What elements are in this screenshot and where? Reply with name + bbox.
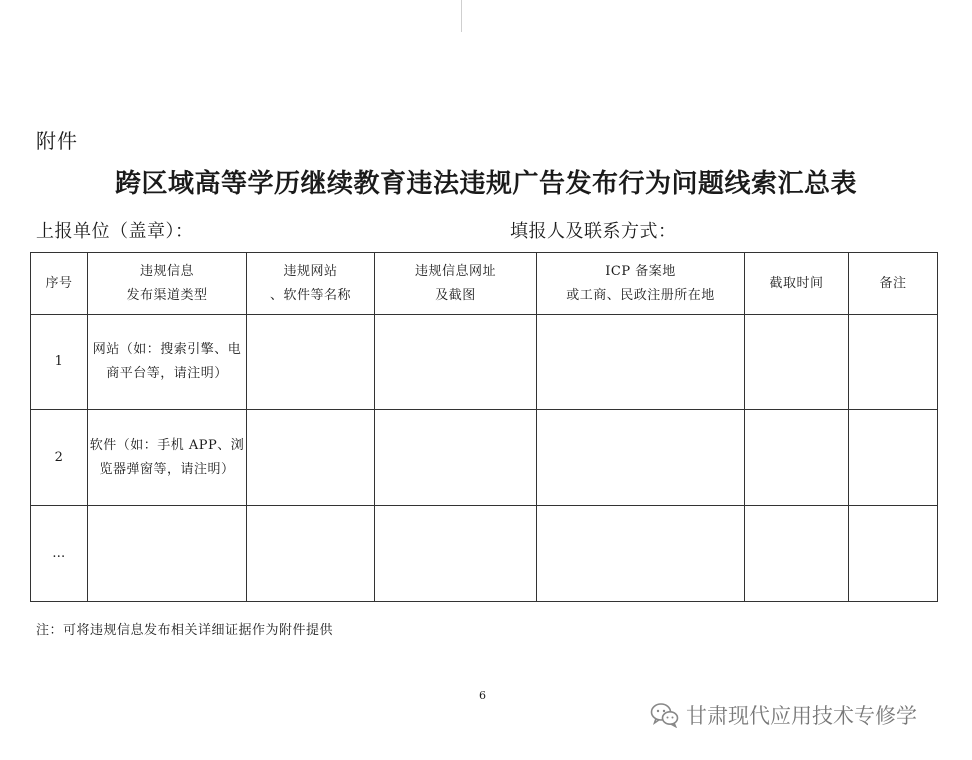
header-registration-location: ICP 备案地 或工商、民政注册所在地	[537, 253, 745, 315]
cell-site-name	[247, 410, 375, 506]
cell-remark	[849, 410, 938, 506]
attachment-label: 附件	[36, 129, 78, 153]
watermark-text: 甘肃现代应用技术专修学	[686, 704, 917, 728]
cell-channel-type: 网站（如：搜索引擎、电商平台等，请注明）	[88, 315, 247, 410]
cell-serial-no: 1	[31, 315, 88, 410]
cell-registration-location	[537, 315, 745, 410]
cell-site-name	[247, 506, 375, 602]
cell-remark	[849, 506, 938, 602]
reporter-unit-label: 上报单位（盖章）：	[36, 221, 194, 242]
contact-label: 填报人及联系方式：	[510, 221, 677, 242]
header-channel-type: 违规信息 发布渠道类型	[88, 253, 247, 315]
cell-capture-time	[745, 315, 849, 410]
header-site-name: 违规网站 、软件等名称	[247, 253, 375, 315]
cell-serial-no: …	[31, 506, 88, 602]
header-serial-no: 序号	[31, 253, 88, 315]
header-remark: 备注	[849, 253, 938, 315]
table-row	[31, 410, 938, 506]
wechat-icon	[650, 702, 680, 728]
cell-serial-no: 2	[31, 410, 88, 506]
cell-capture-time	[745, 506, 849, 602]
cell-url-screenshot	[375, 506, 537, 602]
watermark	[650, 700, 917, 730]
table-row	[31, 506, 938, 602]
table-header-row	[31, 253, 938, 315]
header-url-screenshot: 违规信息网址 及截图	[375, 253, 537, 315]
cell-channel-type	[88, 506, 247, 602]
footnote: 注：可将违规信息发布相关详细证据作为附件提供	[36, 623, 334, 638]
cell-registration-location	[537, 410, 745, 506]
table-row	[31, 315, 938, 410]
document-title: 跨区域高等学历继续教育违法违规广告发布行为问题线索汇总表	[114, 169, 857, 199]
page-fold-line	[461, 0, 462, 32]
page-number: 6	[479, 689, 486, 702]
cell-site-name	[247, 315, 375, 410]
cell-channel-type: 软件（如：手机 APP、浏览器弹窗等，请注明）	[88, 410, 247, 506]
cell-remark	[849, 315, 938, 410]
cell-registration-location	[537, 506, 745, 602]
cell-capture-time	[745, 410, 849, 506]
cell-url-screenshot	[375, 315, 537, 410]
summary-table	[30, 252, 938, 602]
header-capture-time: 截取时间	[745, 253, 849, 315]
cell-url-screenshot	[375, 410, 537, 506]
